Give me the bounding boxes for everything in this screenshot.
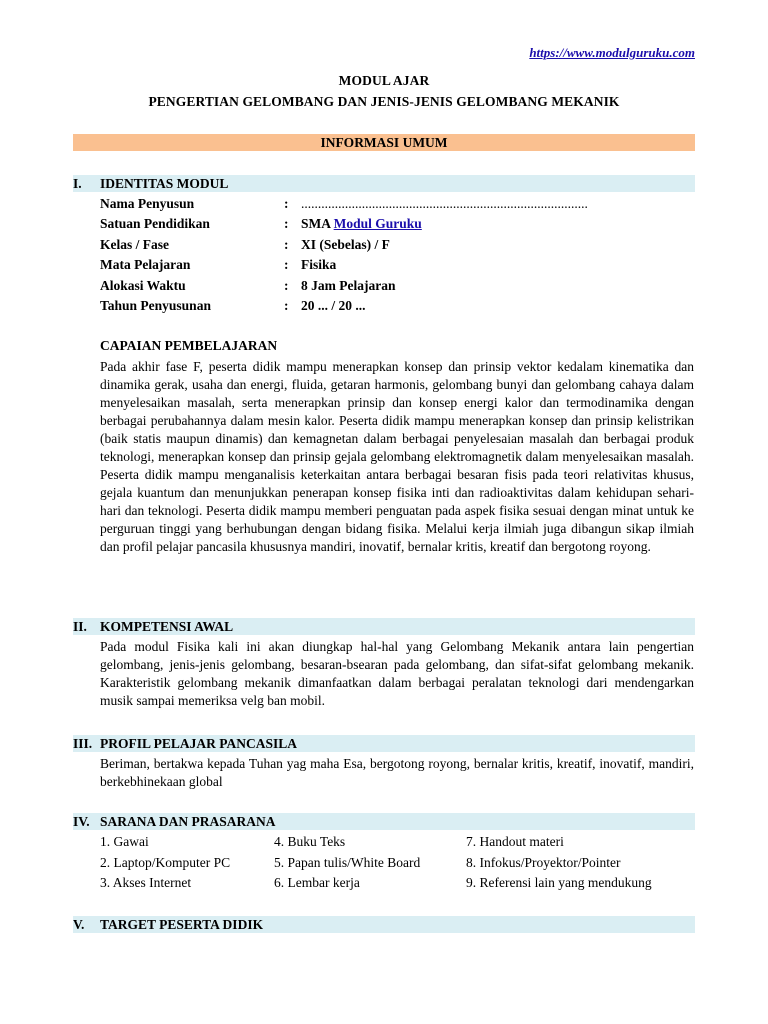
kompetensi-paragraph: Pada modul Fisika kali ini akan diungkap hal-hal yang Gelombang Mekanik antara lain pengertian gelombang, jenis-jenis gelombang, besaran-bsearan pada gelombang, dan sifat-sifat gelombang mekanik. Karakteristik gelombang mekanik dimanfaatkan dalam berbagai peralatan teknologi dari mendengarkan musik sampai memeriksa velg ban mobil. [100,639,694,709]
website-link[interactable]: https://www.modulguruku.com [529,45,695,60]
section-number: III. [73,736,93,751]
section-identitas-modul [73,175,695,192]
sarana-item: 1. Gawai [100,834,149,849]
identity-row-kelas-fase [100,235,695,255]
sarana-item: 6. Lembar kerja [274,875,360,890]
section-number: II. [73,619,87,634]
profil-paragraph: Beriman, bertakwa kepada Tuhan yag maha Esa, bergotong royong, bernalar kritis, kreatif, inovatif, mandiri, berkebhinekaan global [100,756,694,790]
sarana-item: 8. Infokus/Proyektor/Pointer [466,854,621,870]
field-key: Mata Pelajaran [100,257,191,272]
sarana-item: 3. Akses Internet [100,875,192,890]
module-subtitle: PENGERTIAN GELOMBANG DAN JENIS-JENIS GELOMBANG MEKANIK [148,94,620,109]
identity-row-alokasi-waktu [100,276,695,296]
capaian-paragraph: Pada akhir fase F, peserta didik mampu menerapkan konsep dan prinsip vektor kedalam kinematika dan dinamika gerak, usaha dan energi, fluida, getaran harmonis, gelombang bunyi dan gelombang cahaya dalam menyelesaikan masalah, serta menerapkan prinsip dan konsep energi kalor dan termodinamika dengan berbagai perubahannya dalam mesin kalor. Peserta didik mampu menerapkan konsep dan prinsip kelistrikan (baik statis maupun dinamis) dan kemagnetan dalam berbagai penyelesaian masalah dan berbagai produk teknologi, menerapkan konsep dan prinsip gejala gelombang elektromagnetik dalam menyelesaikan masalah. Peserta didik mampu menganalisis keterkaitan antara berbagai besaran fisis pada teori relativitas khusus, gejala kuantum dan menunjukkan penerapan konsep fisika inti dan radioaktivitas dalam kehidupan sehari-hari dan teknologi. Peserta didik mampu memberi penguatan pada aspek fisika sesuai dengan minat untuk ke perguruan tinggi yang berhubungan dengan bidang fisika. Melalui kerja ilmiah juga dibangun sikap ilmiah dan profil pelajar pancasila khususnya mandiri, inovatif, bernalar kritis, kreatif dan bergotong royong. [100,359,694,555]
section-sarana-prasarana [73,813,695,830]
informasi-umum-banner: INFORMASI UMUM [73,134,695,151]
section-number: I. [73,176,82,191]
field-value: Fisika [301,257,337,272]
field-colon: : [284,237,289,252]
field-key: Tahun Penyusunan [100,298,211,313]
school-link[interactable]: Modul Guruku [333,216,422,231]
identity-row-satuan-pendidikan [100,214,695,234]
identity-row-mata-pelajaran [100,255,695,275]
field-value: ..................................................................................... [301,196,588,211]
sarana-item: 4. Buku Teks [274,834,346,849]
field-value [301,214,422,234]
sarana-item: 9. Referensi lain yang mendukung [466,875,652,890]
section-label: PROFIL PELAJAR PANCASILA [100,736,298,751]
field-key: Satuan Pendidikan [100,216,210,231]
field-colon: : [284,216,289,231]
section-label: TARGET PESERTA DIDIK [100,917,264,932]
field-value: XI (Sebelas) / F [301,237,390,252]
identity-row-nama-penyusun [100,194,695,214]
section-label: SARANA DAN PRASARANA [100,814,276,829]
field-value: 20 ... / 20 ... [301,298,366,313]
field-key: Alokasi Waktu [100,278,186,293]
sarana-item: 7. Handout materi [466,834,564,849]
field-key: Nama Penyusun [100,196,195,211]
identity-row-tahun-penyusunan [100,296,695,316]
field-colon: : [284,257,289,272]
field-colon: : [284,278,289,293]
sarana-item: 5. Papan tulis/White Board [274,854,421,870]
section-label: IDENTITAS MODUL [100,176,229,191]
section-label: KOMPETENSI AWAL [100,619,234,634]
module-title: MODUL AJAR [338,73,430,88]
field-colon: : [284,196,289,211]
section-number: V. [73,917,85,932]
section-profil-pelajar [73,735,695,752]
school-prefix: SMA [301,216,334,231]
section-kompetensi-awal [73,618,695,635]
field-value: 8 Jam Pelajaran [301,278,396,293]
section-number: IV. [73,814,90,829]
sarana-item: 2. Laptop/Komputer PC [100,854,231,870]
section-target-peserta [73,916,695,933]
capaian-heading: CAPAIAN PEMBELAJARAN [100,338,278,353]
field-key: Kelas / Fase [100,237,169,252]
field-colon: : [284,298,289,313]
